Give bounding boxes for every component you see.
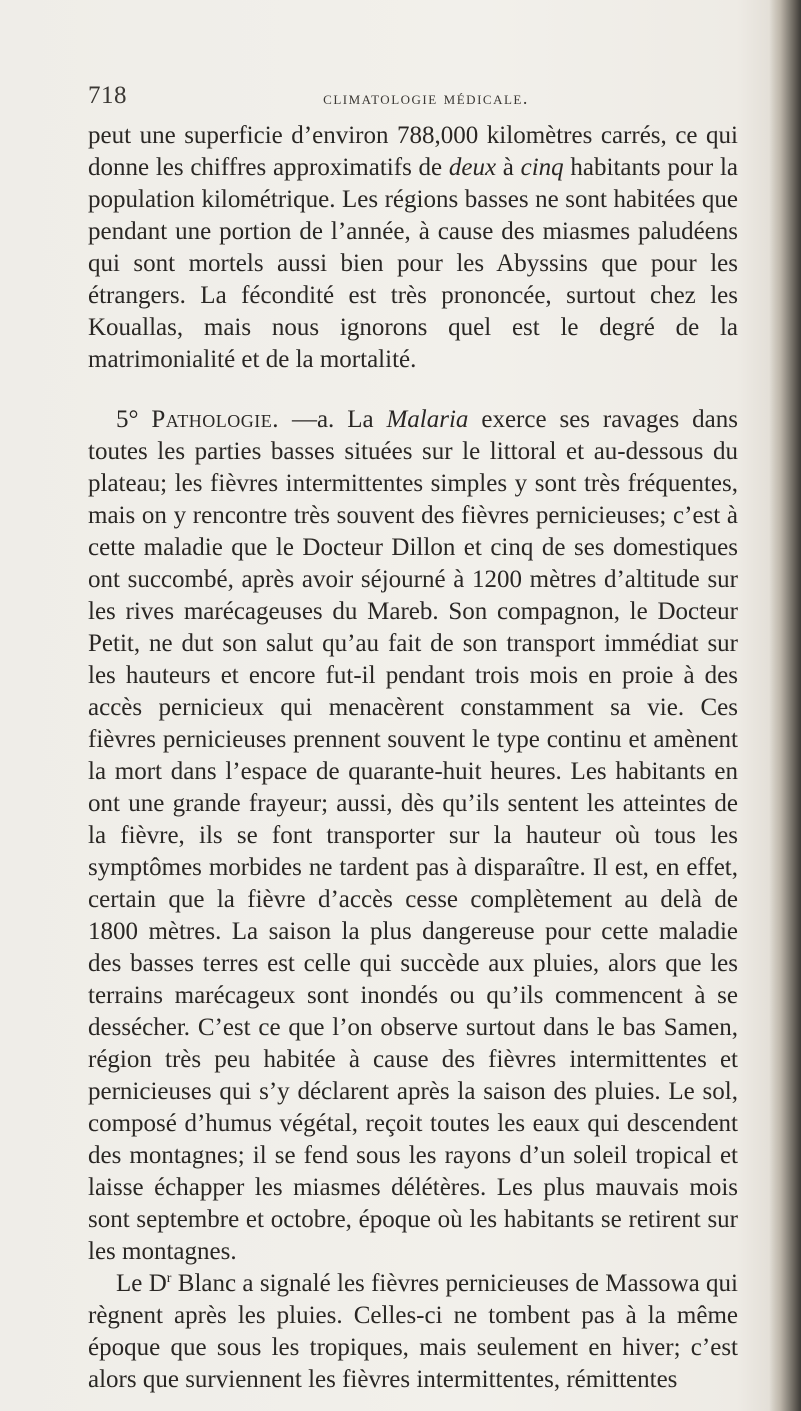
- binding-edge-shadow: [769, 0, 801, 1411]
- paragraph-text: peut une superficie d’environ 788,000 kilomètres carrés, ce qui donne les chiffres approximatifs de: [88, 122, 738, 181]
- paragraph-text: Le: [116, 1270, 149, 1297]
- section-heading: Pathologie.: [151, 406, 280, 433]
- paragraph-massowa: [88, 1268, 738, 1396]
- paragraph-text: à: [496, 154, 521, 181]
- running-title: climatologie médicale.: [323, 88, 529, 108]
- paragraph-text: habitants pour la population kilométrique. Les régions basses ne sont habitées que pendant une portion de l’année, à cause des miasmes paludéens qui sont mortels aussi bien pour les Abyssins que pour les étrangers. La fécondité est très prononcée, surtout chez les Kouallas, mais nous ignorons quel est le degré de la matrimonialité et de la mortalité.: [88, 154, 738, 373]
- emphasis-word: deux: [448, 154, 497, 181]
- page-header: [88, 82, 728, 112]
- paragraph-text: exerce ses ravages dans toutes les parties basses situées sur le littoral et au-dessous du plateau; les fièvres intermittentes simples y sont très fréquentes, mais on y rencontre très souvent des fièvres pernicieuses; c’est à cette maladie que le Docteur Dillon et cinq de ses domestiques ont succombé, après avoir séjourné à 1200 mètres d’altitude sur les rives marécageuses du Mareb. Son compagnon, le Docteur Petit, ne dut son salut qu’au fait de son transport immédiat sur les hauteurs et encore fut-il pendant trois mois en proie à des accès pernicieux qui menacèrent constamment sa vie. Ces fièvres pernicieuses prennent souvent le type continu et amènent la mort dans l’espace de quarante-huit heures. Les habitants en ont une grande frayeur; aussi, dès qu’ils sentent les atteintes de la fièvre, ils se font transporter sur la hauteur où tous les symptômes morbides ne tardent pas à disparaître. Il est, en effet, certain que la fièvre d’accès cesse complètement au delà de 1800 mètres. La saison la plus dangereuse pour cette maladie des basses terres est celle qui succède aux pluies, alors que les terrains marécageux sont inondés ou qu’ils commencent à se dessécher. C’est ce que l’on observe surtout dans le bas Samen, région très peu habitée à cause des fièvres intermittentes et pernicieuses qui s’y déclarent après la saison des pluies. Le sol, composé d’humus végétal, reçoit toutes les eaux qui descendent des montagnes; il se fend sous les rayons d’un soleil tropical et laisse échapper les miasmes délétères. Les plus mauvais mois sont septembre et octobre, époque où les habitants se retirent sur les montagnes.: [88, 406, 738, 1265]
- title-abbreviation: D: [148, 1270, 167, 1297]
- emphasis-term: Malaria: [386, 406, 469, 433]
- emphasis-word: cinq: [520, 154, 564, 181]
- paragraph-pathologie: [88, 404, 738, 1268]
- page-number: 718: [88, 82, 127, 109]
- body-text: [88, 120, 738, 1396]
- section-number: 5°: [116, 406, 139, 433]
- title-superscript: r: [166, 1271, 172, 1286]
- paragraph-text: —a. La: [279, 406, 387, 433]
- paragraph-text: Blanc a signalé les fièvres pernicieuses de Massowa qui règnent après les pluies. Celles-ci ne tombent pas à la même époque que sous les tropiques, mais seulement en hiver; c’est alors que surviennent les fièvres intermittentes, rémittentes: [88, 1270, 738, 1393]
- paragraph-population: [88, 120, 738, 376]
